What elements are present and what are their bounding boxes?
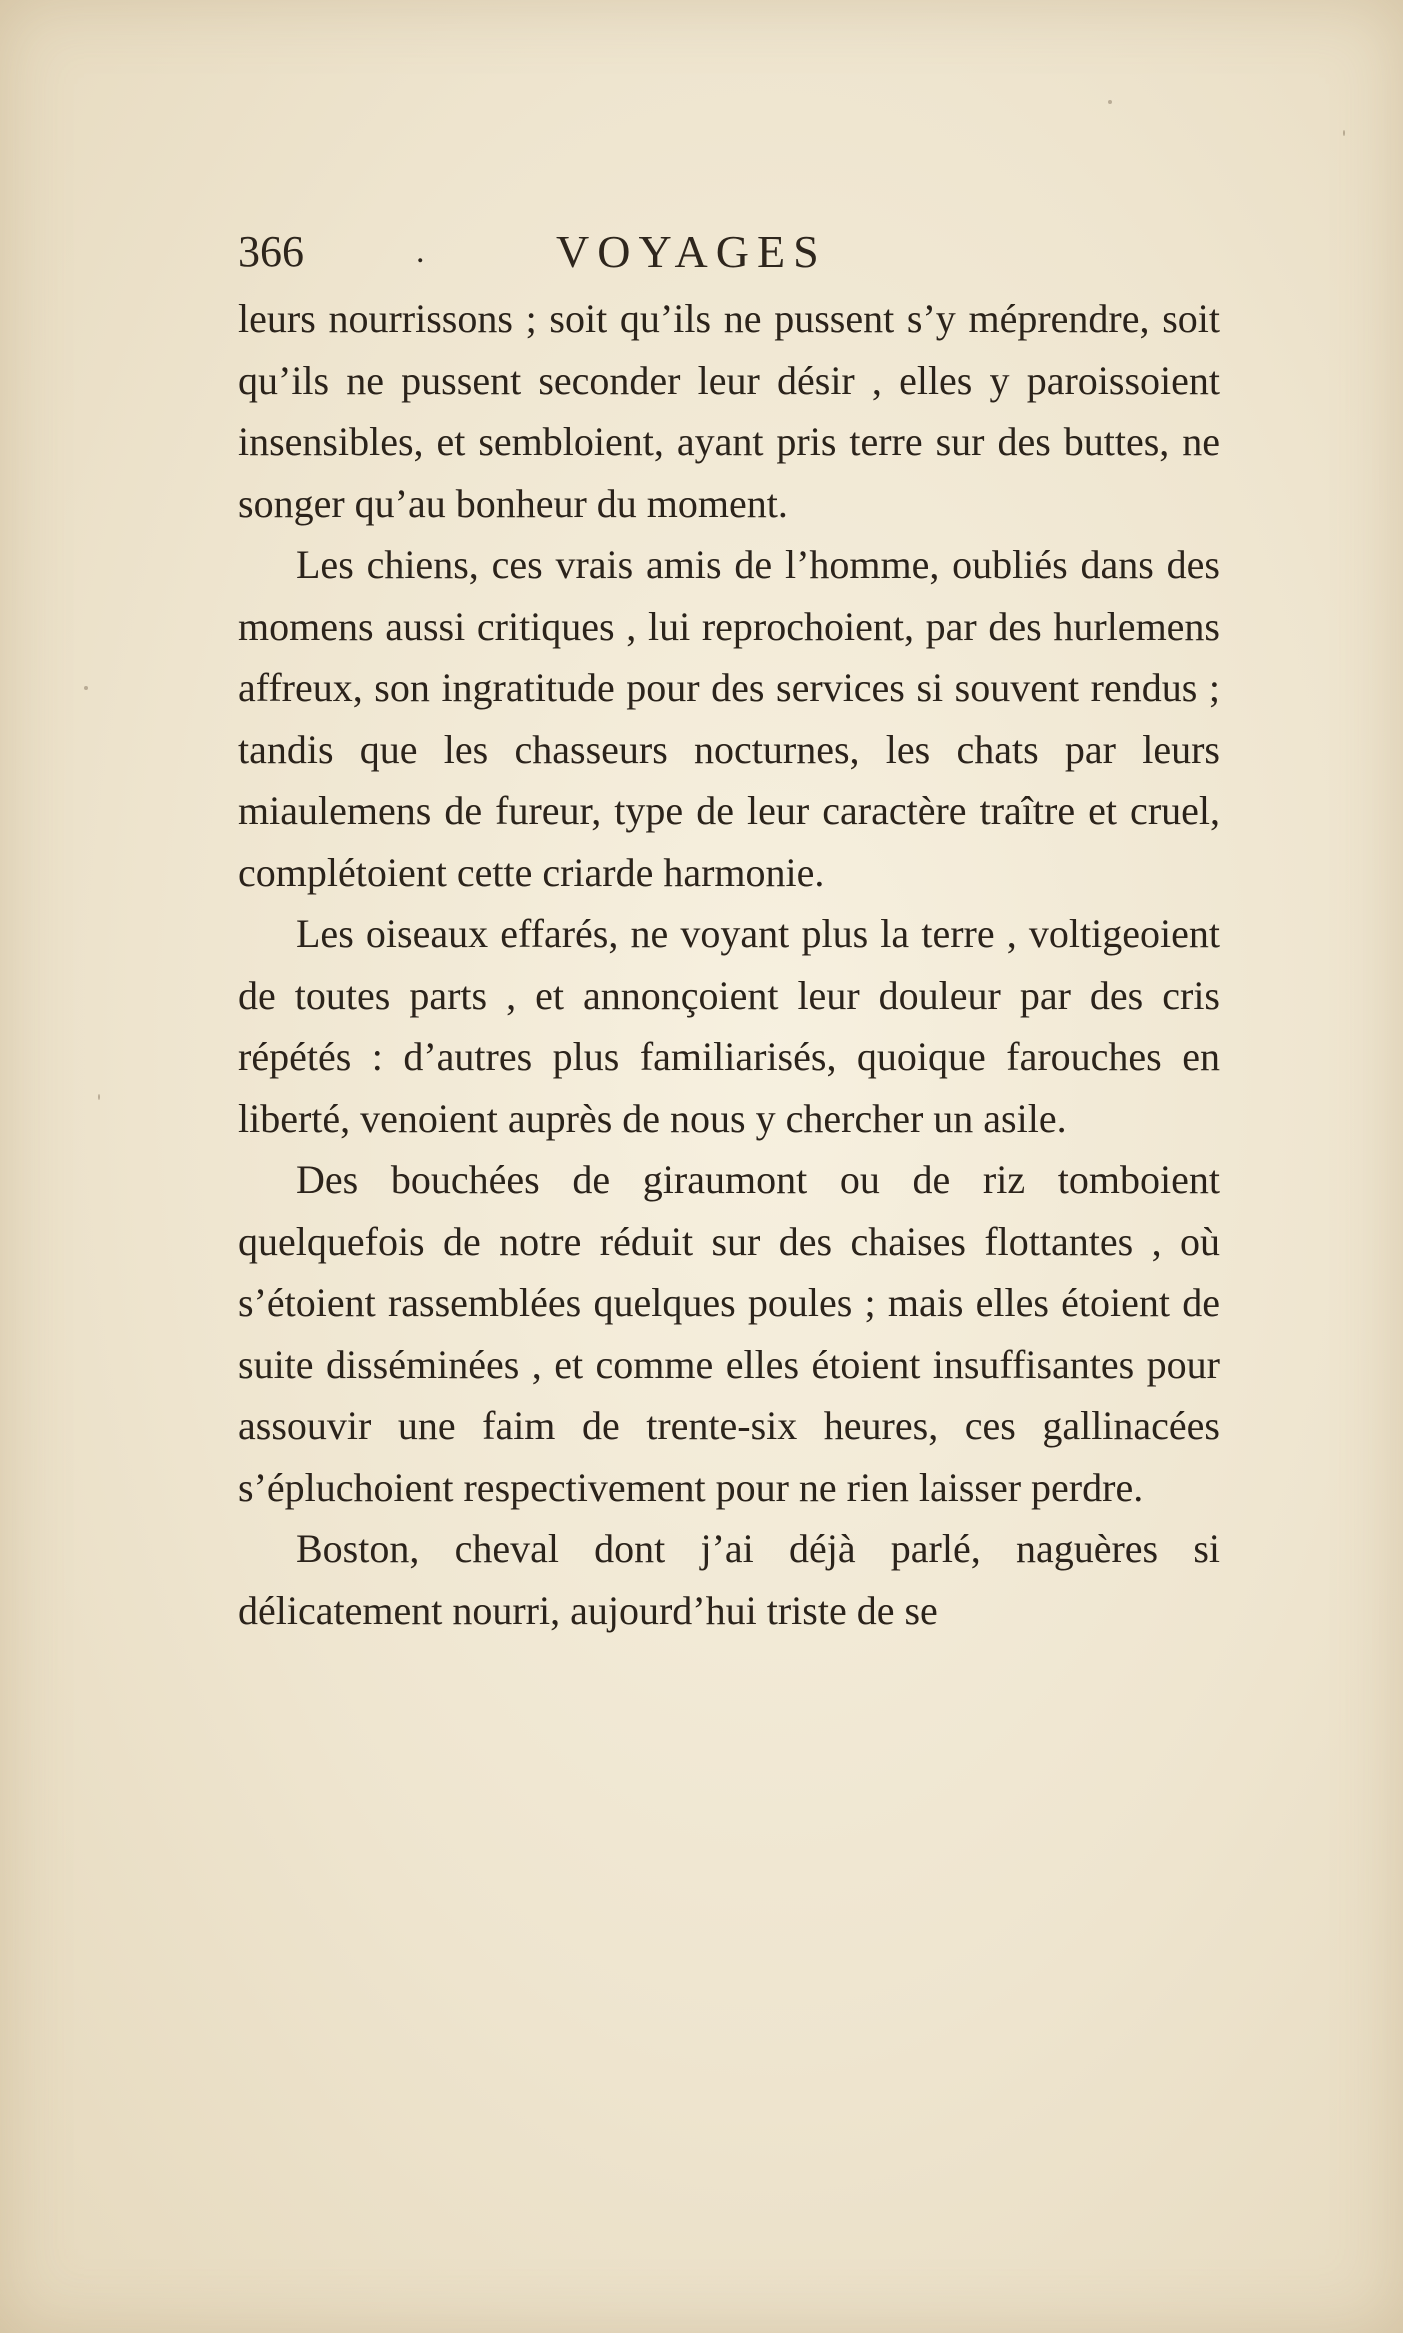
paper-speck xyxy=(1343,130,1345,136)
paper-speck xyxy=(1108,100,1112,104)
page-number: 366 xyxy=(238,227,304,276)
paragraph-birds: Les oiseaux effarés, ne voyant plus la terre , voltigeoient de toutes parts , et annonçoient leur douleur par des cris répétés : d’autres plus familiarisés, quoique farouches en liberté, venoient auprès de nous y chercher un asile. xyxy=(238,911,1220,1141)
running-head-separator: . xyxy=(416,233,425,270)
running-head xyxy=(238,222,1258,282)
body-text xyxy=(238,288,1220,1641)
paragraph-continuation: leurs nourrissons ; soit qu’ils ne pussent s’y méprendre, soit qu’ils ne pussent seconder leur désir , elles y paroissoient insensibles, et sembloient, ayant pris terre sur des buttes, ne songer qu’au bonheur du moment. xyxy=(238,296,1220,526)
paper-speck xyxy=(98,1094,100,1100)
paragraph-hens: Des bouchées de giraumont ou de riz tomboient quelquefois de notre réduit sur des chaises flottantes , où s’étoient rassemblées quelques poules ; mais elles étoient de suite disséminées , et comme elles étoient insuffisantes pour assouvir une faim de trente-six heures, ces gallinacées s’épluchoient respectivement pour ne rien laisser perdre. xyxy=(238,1157,1220,1510)
paper-speck xyxy=(84,686,88,690)
paragraph-boston: Boston, cheval dont j’ai déjà parlé, naguères si délicatement nourri, aujourd’hui triste de se xyxy=(238,1526,1220,1633)
paragraph-dogs: Les chiens, ces vrais amis de l’homme, oubliés dans des momens aussi critiques , lui reprochoient, par des hurlemens affreux, son ingratitude pour des services si souvent rendus ; tandis que les chasseurs nocturnes, les chats par leurs miaulemens de fureur, type de leur caractère traître et cruel, complétoient cette criarde harmonie. xyxy=(238,542,1220,895)
running-title: VOYAGES xyxy=(556,226,827,277)
